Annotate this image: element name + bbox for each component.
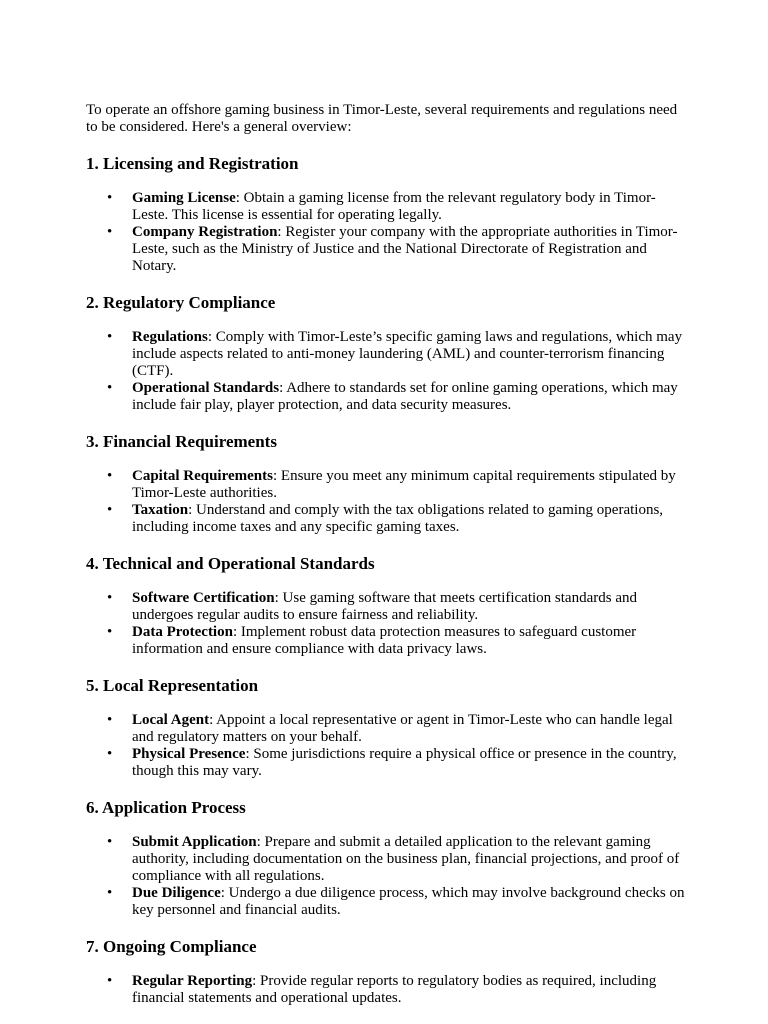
section-heading: 5. Local Representation: [86, 676, 259, 695]
item-term: Regular Reporting: [132, 973, 253, 989]
list-item: [107, 329, 688, 380]
document-section: [86, 937, 688, 1007]
bullet-list: [86, 190, 688, 275]
item-description: : Implement robust data protection measures to safeguard customer information and ensure compliance with data privacy laws.: [132, 624, 637, 657]
bullet-icon: •: [107, 590, 113, 606]
item-term: Due Diligence: [132, 885, 221, 901]
bullet-icon: •: [107, 624, 113, 640]
item-term: Regulations: [132, 329, 208, 345]
item-term: Data Protection: [132, 624, 233, 640]
item-term: Company Registration: [132, 224, 278, 240]
bullet-icon: •: [107, 224, 113, 240]
document-section: [86, 554, 688, 658]
item-term: Submit Application: [132, 834, 257, 850]
item-term: Software Certification: [132, 590, 275, 606]
bullet-icon: •: [107, 712, 113, 728]
item-term: Taxation: [132, 502, 189, 518]
item-term: Gaming License: [132, 190, 236, 206]
bullet-icon: •: [107, 502, 113, 518]
list-item: [107, 834, 688, 885]
item-term: Local Agent: [132, 712, 210, 728]
section-heading: 2. Regulatory Compliance: [86, 293, 276, 312]
item-description: : Register your company with the appropriate authorities in Timor-Leste, such as the Ministry of Justice and the National Directorate of Registration and Notary.: [132, 224, 678, 274]
item-description: : Appoint a local representative or agent in Timor-Leste who can handle legal and regulatory matters on your behalf.: [132, 712, 673, 745]
document-section: [86, 432, 688, 536]
bullet-list: [86, 834, 688, 919]
item-description: : Prepare and submit a detailed application to the relevant gaming authority, including documentation on the business plan, financial projections, and proof of compliance with all regulations.: [132, 834, 680, 884]
list-item: [107, 502, 688, 536]
bullet-icon: •: [107, 190, 113, 206]
intro-paragraph: To operate an offshore gaming business in Timor-Leste, several requirements and regulations need to be considered. Here's a general overview:: [86, 102, 678, 135]
bullet-icon: •: [107, 834, 113, 850]
bullet-icon: •: [107, 380, 113, 396]
bullet-icon: •: [107, 746, 113, 762]
item-description: : Comply with Timor-Leste’s specific gaming laws and regulations, which may include aspects related to anti-money laundering (AML) and counter-terrorism financing (CTF).: [132, 329, 683, 379]
item-term: Operational Standards: [132, 380, 280, 396]
section-heading: 7. Ongoing Compliance: [86, 937, 257, 956]
item-description: : Understand and comply with the tax obligations related to gaming operations, including income taxes and any specific gaming taxes.: [132, 502, 664, 535]
item-description: : Undergo a due diligence process, which may involve background checks on key personnel and financial audits.: [132, 885, 685, 918]
section-heading: 1. Licensing and Registration: [86, 154, 299, 173]
item-description: : Some jurisdictions require a physical office or presence in the country, though this may vary.: [132, 746, 677, 779]
item-description: : Ensure you meet any minimum capital requirements stipulated by Timor-Leste authorities.: [132, 468, 676, 501]
sections-container: [86, 154, 688, 1007]
item-description: : Adhere to standards set for online gaming operations, which may include fair play, player protection, and data security measures.: [132, 380, 678, 413]
list-item: [107, 380, 688, 414]
bullet-list: [86, 468, 688, 536]
list-item: [107, 590, 688, 624]
bullet-icon: •: [107, 329, 113, 345]
list-item: [107, 746, 688, 780]
document-section: [86, 798, 688, 919]
item-description: : Provide regular reports to regulatory bodies as required, including financial statements and operational updates.: [132, 973, 657, 1006]
list-item: [107, 224, 688, 275]
item-term: Capital Requirements: [132, 468, 273, 484]
list-item: [107, 885, 688, 919]
bullet-list: [86, 329, 688, 414]
list-item: [107, 973, 688, 1007]
item-term: Physical Presence: [132, 746, 246, 762]
bullet-icon: •: [107, 885, 113, 901]
bullet-icon: •: [107, 973, 113, 989]
list-item: [107, 624, 688, 658]
bullet-list: [86, 590, 688, 658]
section-heading: 6. Application Process: [86, 798, 246, 817]
item-description: : Use gaming software that meets certification standards and undergoes regular audits to ensure fairness and reliability.: [132, 590, 637, 623]
list-item: [107, 468, 688, 502]
item-description: : Obtain a gaming license from the relevant regulatory body in Timor-Leste. This license is essential for operating legally.: [132, 190, 656, 223]
document-section: [86, 154, 688, 275]
section-heading: 4. Technical and Operational Standards: [86, 554, 375, 573]
list-item: [107, 190, 688, 224]
bullet-icon: •: [107, 468, 113, 484]
document-section: [86, 293, 688, 414]
document-section: [86, 676, 688, 780]
section-heading: 3. Financial Requirements: [86, 432, 277, 451]
bullet-list: [86, 712, 688, 780]
list-item: [107, 712, 688, 746]
bullet-list: [86, 973, 688, 1007]
